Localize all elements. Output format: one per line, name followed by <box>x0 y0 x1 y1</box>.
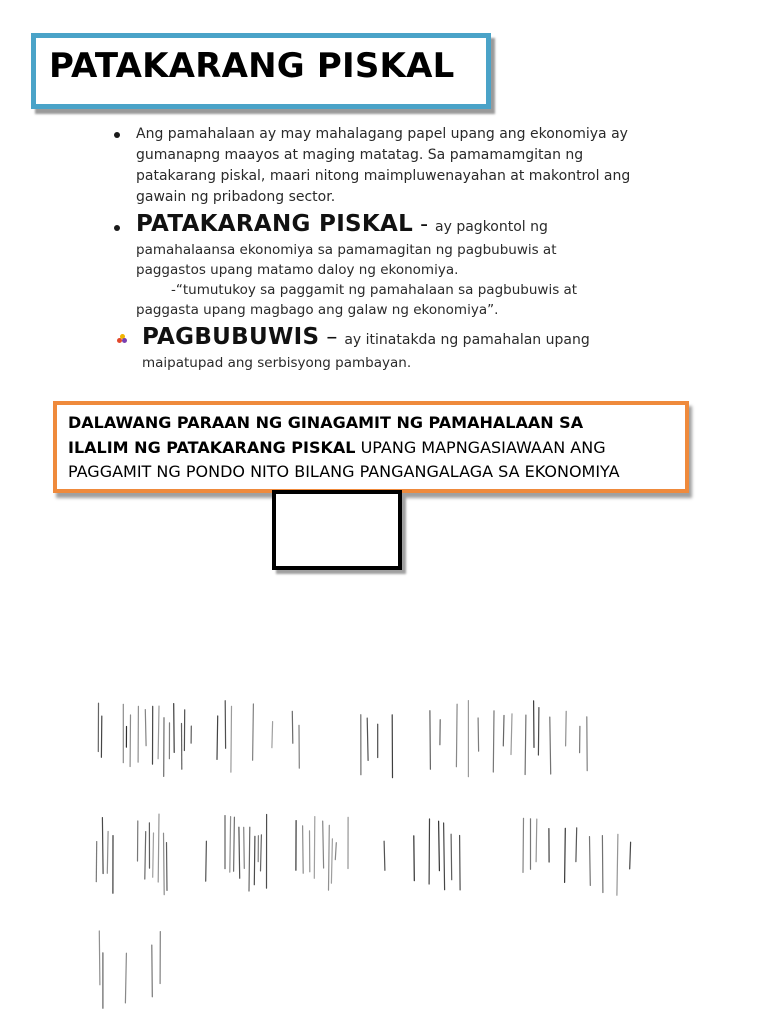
bullet-line-quote: -“tumutukoy sa paggamit ng pamahalaan sa pagbubuwis at <box>136 280 688 300</box>
handwriting-stroke <box>329 825 330 890</box>
term-dash: – <box>319 325 344 350</box>
bullet-line: gumanapng maayos at maging matatag. Sa pamamamgitan ng <box>136 145 688 166</box>
handwriting-stroke <box>331 839 332 883</box>
bullet-item-pamahalaan <box>108 124 688 208</box>
handwriting-stroke <box>314 817 315 879</box>
handwriting-stroke <box>536 819 537 862</box>
term-dash: - <box>413 212 435 237</box>
handwriting-stroke <box>217 716 218 759</box>
handwriting-stroke <box>249 827 250 891</box>
callout-line: PAGGAMIT NG PONDO NITO BILANG PANGANGALAGA SA EKONOMIYA <box>68 460 683 485</box>
handwriting-stroke <box>456 704 457 767</box>
bullet-line: patakarang piskal, maari nitong maimpluwenayahan at makontrol ang <box>136 166 688 187</box>
handwriting-stroke <box>460 836 461 890</box>
handwriting-stroke <box>253 704 254 760</box>
handwriting-stroke <box>272 722 273 748</box>
handwriting-stroke <box>444 823 445 890</box>
handwriting-stroke <box>152 945 153 997</box>
handwriting-stroke <box>367 718 368 760</box>
handwriting-stroke <box>511 714 512 755</box>
definition-lead: ay pagkontol ng <box>435 219 548 235</box>
definition-term: PAGBUBUWIS <box>142 324 319 350</box>
handwriting-stroke <box>525 715 526 774</box>
handwriting-stroke <box>439 821 440 870</box>
handwriting-stroke <box>174 704 175 753</box>
handwriting-stroke <box>384 841 385 870</box>
handwriting-stroke <box>102 818 103 874</box>
handwriting-stroke <box>167 843 168 891</box>
bullet-dot-icon <box>114 132 120 138</box>
handwriting-stroke <box>261 835 262 871</box>
page-title: PATAKARANG PISKAL <box>49 46 454 86</box>
handwriting-stroke <box>335 843 336 860</box>
handwriting-stroke <box>153 833 154 877</box>
handwriting-stroke <box>99 931 100 985</box>
bullet-list <box>108 124 688 373</box>
handwriting-stroke <box>158 706 159 759</box>
handwriting-stroke <box>602 836 603 893</box>
handwriting-stroke <box>145 832 146 879</box>
bullet-line: Ang pamahalaan ay may mahalagang papel upang ang ekonomiya ay <box>136 124 688 145</box>
bullet-line: pamahalaansa ekonomiya sa pamamagitan ng pagbubuwis at <box>136 240 688 260</box>
bullet-line: paggastos upang matamo daloy ng ekonomiya. <box>136 260 688 280</box>
handwriting-stroke <box>164 833 165 894</box>
handwriting-stroke <box>566 711 567 746</box>
handwriting-stroke <box>503 716 504 746</box>
handwriting-stroke <box>234 817 235 871</box>
handwriting-stroke <box>107 832 108 874</box>
handwriting-stroke <box>523 818 524 872</box>
handwriting-stroke <box>254 836 255 884</box>
handwriting-stroke <box>430 711 431 770</box>
handwriting-stroke <box>630 842 631 869</box>
handwriting-stroke <box>414 836 415 881</box>
handwriting-stroke <box>617 834 618 895</box>
handwriting-stroke <box>158 814 159 882</box>
callout-box <box>53 401 689 493</box>
handwriting-stroke <box>538 708 539 755</box>
callout-line: UPANG MAPNGASIAWAAN ANG <box>355 438 605 457</box>
bullet-item-pagbubuwis <box>108 324 688 373</box>
handwriting-stroke <box>231 706 232 772</box>
bullet-item-patakarang-piskal <box>108 211 688 320</box>
handwriting-stroke <box>292 711 293 743</box>
bullet-dot-icon <box>114 225 120 231</box>
handwriting-stroke <box>493 711 494 772</box>
definition-term: PATAKARANG PISKAL <box>136 211 413 237</box>
handwriting-stroke <box>550 717 551 774</box>
title-box <box>31 33 491 109</box>
callout-bold-line: DALAWANG PARAAN NG GINAGAMIT NG PAMAHALAAN SA <box>68 413 583 432</box>
handwriting-stroke <box>323 821 324 868</box>
bullet-line: maipatupad ang serbisyong pambayan. <box>142 353 688 373</box>
flower-bullet-icon <box>117 334 127 344</box>
empty-box <box>272 490 402 570</box>
bullet-line: gawain ng pribadong sector. <box>136 187 688 208</box>
handwriting-stroke <box>478 718 479 751</box>
definition-lead: ay itinatakda ng pamahalan upang <box>344 332 589 348</box>
callout-text <box>68 411 683 485</box>
handwriting-stroke <box>206 841 207 881</box>
handwriting-stroke <box>576 828 577 862</box>
handwriting-stroke <box>125 953 126 1003</box>
handwriting-stroke <box>230 817 231 873</box>
callout-bold-phrase: ILALIM NG PATAKARANG PISKAL <box>68 438 355 457</box>
handwriting-stroke <box>451 834 452 880</box>
handwriting-stroke <box>244 827 245 868</box>
handwriting-stroke <box>303 826 304 873</box>
handwriting-stroke <box>590 837 591 886</box>
handwriting-stroke <box>145 710 146 746</box>
handwriting-stroke <box>565 828 566 882</box>
handwriting-stroke <box>239 827 240 878</box>
bullet-line: paggasta upang magbago ang galaw ng ekonomiya”. <box>136 300 688 320</box>
illegible-handwriting-image <box>88 690 648 1025</box>
